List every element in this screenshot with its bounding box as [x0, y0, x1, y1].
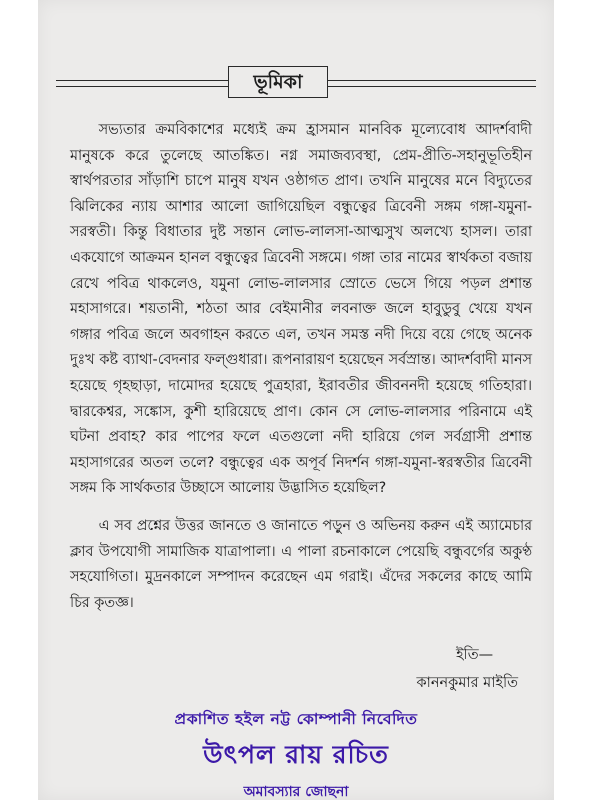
stamp-line-3: অমাবস্যার জোছনা — [243, 784, 349, 800]
heading-rule-left — [56, 80, 228, 87]
book-page — [38, 0, 554, 800]
stamp-line-2: উৎপল রায় রচিত — [203, 740, 389, 769]
paragraph-2: এ সব প্রশ্নের উত্তর জানতে ও জানাতে পড়ুন ও অভিনয় করুন এই অ্যামেচার ক্লাব উপযোগী সামাজিক যাত্রাপালা। এ পালা রচনাকালে পেয়েছি বন্ধুবর্গের অকুণ্ঠ সহযোগিতা। মুদ্রনকালে সম্পাদন করেছেন এম গরাই। এঁদের সকলের কাছে আমি চির কৃতজ্ঞ। — [70, 517, 532, 611]
publisher-stamp — [38, 700, 554, 804]
heading-bar — [56, 64, 536, 100]
heading-rule-right — [328, 80, 536, 87]
page-heading: ভূমিকা — [228, 66, 328, 98]
author-name: কাননকুমার মাইতি — [416, 675, 518, 691]
stamp-line-1: প্রকাশিত হইল নট্ট কোম্পানী নিবেদিত — [174, 710, 418, 728]
paragraph-1: সভ্যতার ক্রমবিকাশের মধ্যেই ক্রম হ্রাসমান মানবিক মূল্যেবোধ আদর্শবাদী মানুষকে করে তুলেছে আতঙ্কিত। নগ্ন সমাজব্যবস্থা, প্রেম-প্রীতি-সহানুভূতিহীন স্বার্থপরতার সাঁড়াশি চাপে মানুষ যখন ওষ্ঠাগত প্রাণ। তখনি মানুষের মনে বিদ্যুতের ঝিলিকের ন্যায় আশার আলো জাগিয়েছিল বন্ধুত্বের ত্রিবেনী সঙ্গম গঙ্গা-যমুনা-সরস্বতী। কিন্তু বিধাতার দুষ্ট সন্তান লোভ-লালসা-আত্মসুখ অলখ্যে হাসল। তারা একযোগে আক্রমন হানল বন্ধুত্বের ত্রিবেনী সঙ্গমে। গঙ্গা তার নামের স্বার্থকতা বজায় রেখে পবিত্র থাকলেও, যমুনা লোভ-লালসার স্রোতে ভেসে গিয়ে পড়ল প্রশান্ত মহাসাগরে। শয়তানী, শঠতা আর বেইমানীর লবনাক্ত জলে হাবুডুবু খেয়ে যখন গঙ্গার পবিত্র জলে অবগাহন করতে এল, তখন সমস্ত নদী দিয়ে বয়ে গেছে অনেক দুঃখ কষ্ট ব্যাথা-বেদনার ফল্গুধারা। রূপনারায়ণ হয়েছেন সর্বস্রান্ত। আদর্শবাদী মানস হয়েছে গৃহছাড়া, দামোদর হয়েছে পুত্রহারা, ইরাবতীর জীবননদী হয়েছে গতিহারা। দ্বারকেশ্বর, সঙ্কোস, কুশী হারিয়েছে প্রাণ। কোন সে লোভ-লালসার পরিনামে এই ঘটনা প্রবাহ? কার পাপের ফলে এতগুলো নদী হারিয়ে গেল সর্বগ্রাসী প্রশান্ত মহাসাগরের অতল তলে? বন্ধুত্বের এক অপূর্ব নিদর্শন গঙ্গা-যমুনা-স্বরস্বতীর ত্রিবেনী সঙ্গম কি সার্থকতার উচ্ছাসে আলোয় উদ্ভাসিত হয়েছিল? — [70, 122, 532, 497]
closing-text: ইতি— — [456, 647, 494, 663]
preface-body — [70, 118, 532, 616]
